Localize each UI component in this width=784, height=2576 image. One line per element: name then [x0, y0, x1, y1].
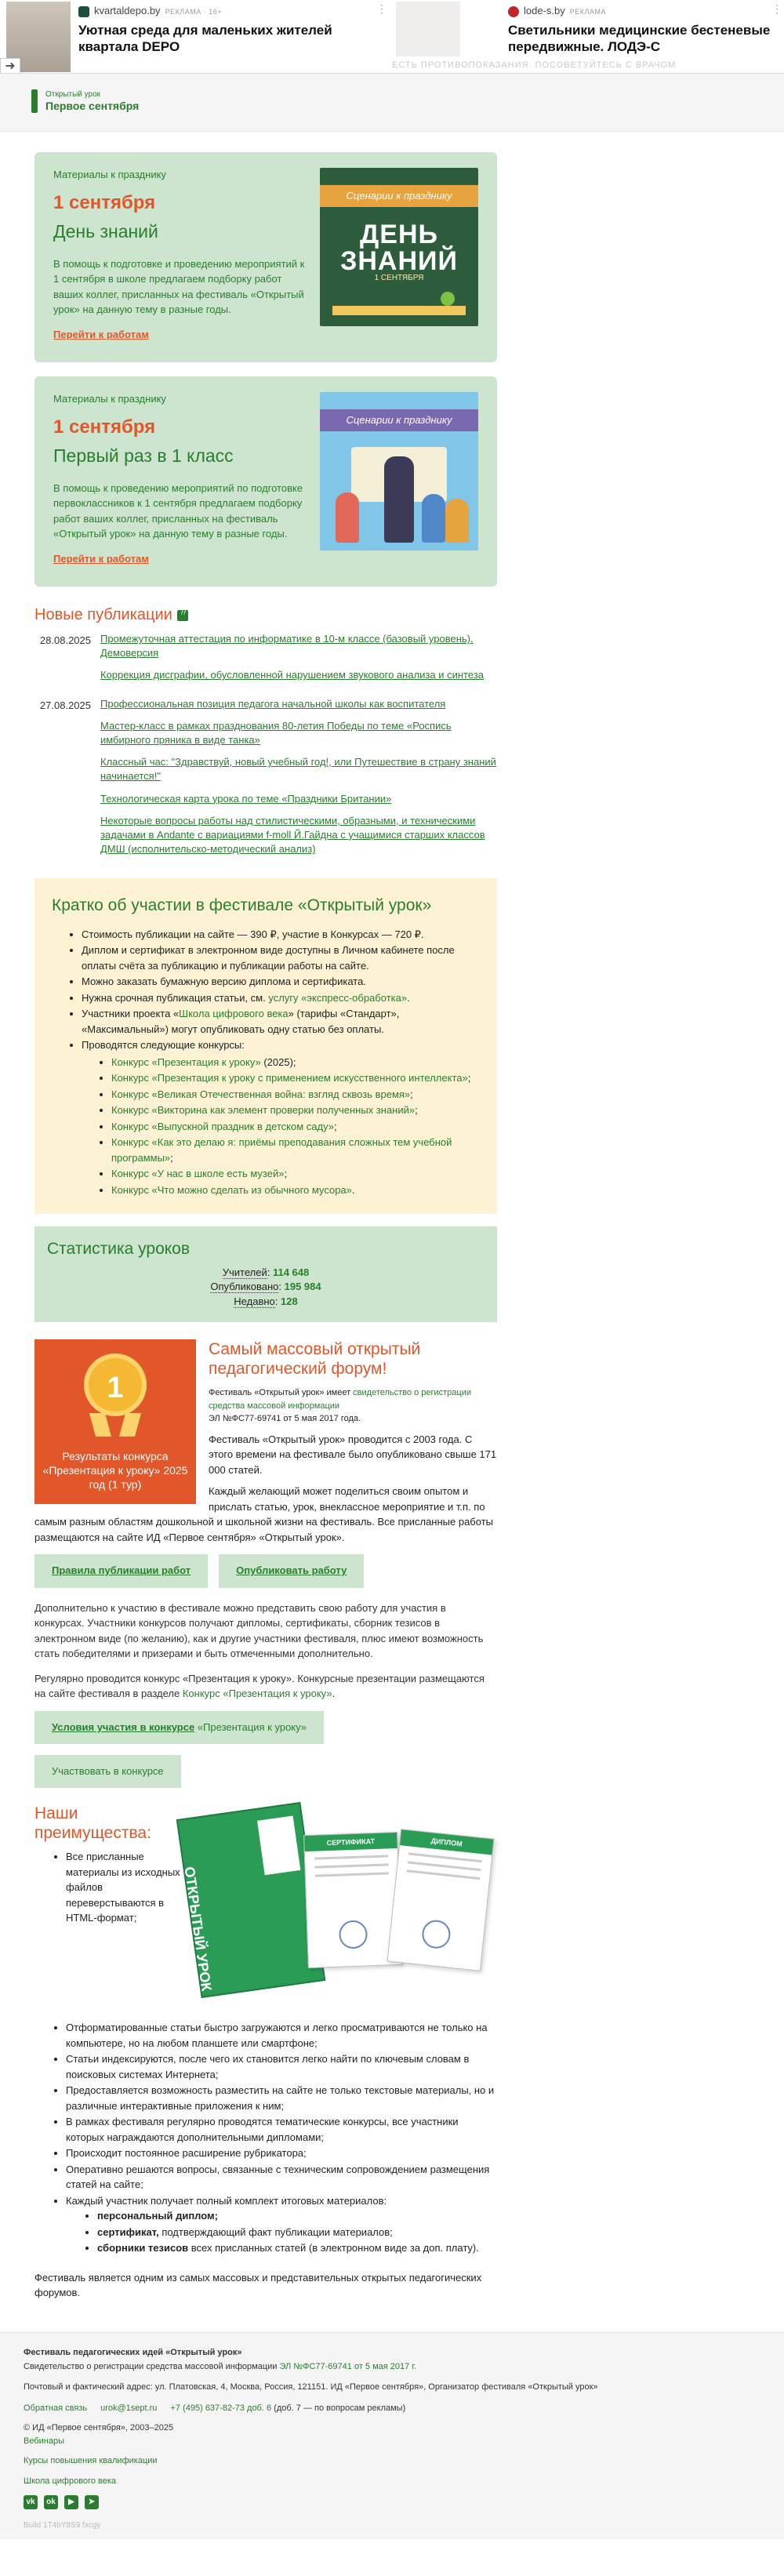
digital-school-footer-link[interactable]: Школа цифрового века	[24, 2476, 117, 2486]
ad-favicon	[78, 6, 89, 17]
image-heading: ДЕНЬ ЗНАНИЙ	[340, 220, 458, 276]
stat-teachers: Учителей: 114 648	[222, 1266, 310, 1278]
publication-link[interactable]: Мастер-класс в рамках празднования 80-летия Победы по теме «Роспись имбирного пряника в виде танка»	[100, 719, 452, 746]
advantage-item: • Оперативно решаются вопросы, связанные с техническим сопровождением размещения статей на сайте;	[66, 2162, 497, 2193]
ad-menu-icon[interactable]: ⋮	[376, 2, 387, 15]
publication-link[interactable]: Некоторые вопросы работы над стилистическими, образными, и техническими задачами в Andante c вариациями f-moll Й.Гайдна с учащимися старших классов ДМШ (исполнительско-методический анализ)	[100, 814, 485, 856]
ribbon-icon	[89, 1413, 111, 1437]
info-item: • Проводятся следующие конкурсы: • Конкурс «Презентация к уроку» (2025); • Конкурс «Презентация к уроку с применением искусственного интеллекта»; • Конкурс «Великая Отечественная война: взгляд сквозь время»; • Конкурс «Викторина как элемент проверки полученных знаний»; • Конкурс «Выпускной праздник в детском саду»; • Конкурс «Как это делаю я: приёмы преподавания сложных тем учебной программы»; • Конкурс «У нас в школе есть музей»; • Конкурс «Что можно сделать из обычного мусора».	[82, 1037, 480, 1197]
advantage-item: • Происходит постоянное расширение рубрикатора;	[66, 2145, 497, 2161]
contest-link[interactable]: Конкурс «Великая Отечественная война: взгляд сквозь время»	[111, 1088, 411, 1100]
webinars-link[interactable]: Вебинары	[24, 2436, 64, 2446]
site-header	[0, 74, 784, 132]
logo-caption: Открытый урок	[45, 90, 100, 99]
ad-menu-icon[interactable]: ⋮	[771, 2, 782, 15]
medal-number: 1	[107, 1372, 124, 1405]
thesis-book-icon: ОТКРЫТЫЙ УРОК	[176, 1802, 325, 1998]
publication-link[interactable]: Технологическая карта урока по теме «Праздники Британии»	[100, 792, 392, 805]
promo-card-first-grade	[34, 376, 497, 587]
promo-link[interactable]: Перейти к работам	[53, 552, 149, 565]
advantage-item: • Каждый участник получает полный комплект итоговых материалов: • персональный диплом; • сертификат, подтверждающий факт публикации материалов; • сборники тезисов всех присланных статей (в электронном виде за доп. плату).	[66, 2193, 497, 2256]
certificate-icon: СЕРТИФИКАТ	[303, 1832, 402, 1968]
apple-icon	[441, 292, 455, 306]
advantage-item: • Статьи индексируются, после чего их становится легко найти по ключевым словам в поисковых системах Интернета;	[66, 2051, 497, 2082]
advantages-list-continued	[34, 2020, 497, 2256]
ad-bar	[0, 0, 784, 74]
forum-history-text: Фестиваль «Открытый урок» проводится с 2003 года. С этого времени на фестивале было опубликовано свыше 171 000 статей.	[209, 1433, 497, 1476]
footer-title: Фестиваль педагогических идей «Открытый урок»	[24, 2347, 242, 2357]
info-item: • Диплом и сертификат в электронном виде доступны в Личном кабинете после оплаты счёта за публикацию и публикации работы на сайте.	[82, 943, 480, 973]
info-item: • Стоимость публикации на сайте — 390 ₽, участие в Конкурсах — 720 ₽.	[82, 927, 480, 943]
publication-link[interactable]: Промежуточная аттестация по информатике в 10-м классе (базовый уровень). Демоверсия	[100, 633, 474, 659]
contest-item: • Конкурс «Викторина как элемент проверки полученных знаний»;	[111, 1103, 480, 1118]
contest-results-banner[interactable]	[34, 1339, 196, 1504]
ad-image[interactable]	[396, 2, 460, 56]
contest-item: • Конкурс «Как это делаю я: приёмы преподавания сложных тем учебной программы»;	[111, 1135, 480, 1165]
info-list	[52, 927, 480, 1198]
ad-title[interactable]: Уютная среда для маленьких жителей квартала DEPO	[78, 23, 332, 55]
contest-link[interactable]: Конкурс «Викторина как элемент проверки полученных знаний»	[111, 1104, 416, 1117]
advantages-heading: Наши преимущества:	[34, 1804, 151, 1843]
contest-item: • Конкурс «Великая Отечественная война: взгляд сквозь время»;	[111, 1087, 480, 1103]
info-item: • Можно заказать бумажную версию диплома и сертификата.	[82, 974, 480, 990]
main-content	[34, 152, 497, 2301]
telegram-icon[interactable]: ➤	[85, 2495, 99, 2509]
promo-image[interactable]	[320, 392, 478, 550]
publish-work-button[interactable]: Опубликовать работу	[219, 1554, 364, 1587]
publication-link[interactable]: Профессиональная позиция педагога начальной школы как воспитателя	[100, 697, 446, 710]
build-info: Build 1T4bY8S9 fxcgy	[24, 2520, 101, 2530]
publication-link[interactable]: Коррекция дисграфии, обусловленной нарушением звукового анализа и синтеза	[100, 669, 484, 681]
promo-date: 1 сентября	[53, 416, 156, 438]
digital-school-link[interactable]: Школа цифрового века	[179, 1008, 289, 1020]
info-item: • Нужна срочная публикация статьи, см. услугу «экспресс-обработка».	[82, 990, 480, 1006]
publication-group	[34, 632, 497, 691]
material-item: • персональный диплом;	[97, 2208, 497, 2224]
promo-link[interactable]: Перейти к работам	[53, 328, 149, 340]
footer-contacts	[24, 2402, 760, 2415]
lesson-stats	[34, 1226, 497, 1322]
materials-list	[66, 2208, 497, 2256]
contest-item: • Конкурс «Выпускной праздник в детском саду»;	[111, 1119, 480, 1135]
footer-registration-link[interactable]: ЭЛ №ФС77-69741 от 5 мая 2017 г.	[279, 2361, 417, 2371]
forum-invite-text: Каждый желающий может поделиться своим опытом и прислать статью, урок, внеклассное мероприятие и т.п. по самым разным областям дошкольной и школьной жизни на фестиваль. Все присланные работы размещаются на сайте ИД «Первое сентября» «Открытый урок».	[34, 1485, 493, 1543]
ad-favicon	[508, 6, 519, 17]
footer-copyright: © ИД «Первое сентября», 2003–2025	[24, 2423, 174, 2433]
contest-link[interactable]: Конкурс «Как это делаю я: приёмы преподавания сложных тем учебной программы»	[111, 1136, 452, 1164]
publication-group	[34, 697, 497, 865]
ad-domain[interactable]: kvartaldepo.by РЕКЛАМА · 16+	[94, 5, 222, 16]
logo-title: Первое сентября	[45, 100, 140, 112]
site-footer	[0, 2332, 784, 2539]
advantages-section	[34, 1804, 497, 2009]
registration-link[interactable]: свидетельство о регистрации средства массовой информации	[209, 1388, 472, 1411]
publication-date: 27.08.2025	[39, 699, 91, 711]
publication-rules-button[interactable]: Правила публикации работ	[34, 1554, 208, 1587]
contest-link[interactable]: Конкурс «Презентация к уроку с применением искусственного интеллекта»	[111, 1072, 468, 1085]
rss-icon[interactable]	[177, 610, 188, 621]
new-publications-heading: Новые публикации〃	[34, 604, 497, 626]
phone-link[interactable]: +7 (495) 637-82-73 доб. 6	[170, 2403, 272, 2413]
publish-buttons	[34, 1554, 497, 1587]
social-links	[24, 2495, 760, 2509]
youtube-icon[interactable]: ▶	[64, 2495, 78, 2509]
contest-item: • Конкурс «Презентация к уроку» (2025);	[111, 1055, 480, 1070]
back-arrow-icon[interactable]: ➜	[0, 58, 20, 74]
info-item: • Участники проекта «Школа цифрового века» (тарифы «Стандарт», «Максимальный») могут опубликовать одну статью без оплаты.	[82, 1006, 480, 1037]
publication-link[interactable]: Классный час: "Здравствуй, новый учебный год!, или Путешествие в страну знаний начинается!"	[100, 756, 496, 783]
contest-link[interactable]: Конкурс «Презентация к уроку»	[111, 1055, 261, 1068]
stat-recent: Недавно: 128	[234, 1295, 298, 1308]
ad-title[interactable]: Светильники медицинские бестеневые передвижные. ЛОДЭ-С	[508, 23, 771, 55]
vk-icon[interactable]: vk	[24, 2495, 38, 2509]
info-heading: Кратко об участии в фестивале «Открытый урок»	[52, 896, 432, 915]
presentation-contest-text: Регулярно проводится конкурс «Презентация к уроку». Конкурсные презентации размещаются на сайте фестиваля в разделе Конкурс «Презентация к уроку».	[34, 1672, 485, 1700]
child-figure-icon	[336, 492, 359, 543]
forum-section	[34, 1339, 497, 1551]
contest-link[interactable]: Конкурс «Что можно сделать из обычного мусора»	[111, 1183, 352, 1196]
advantage-item: • Предоставляется возможность разместить на сайте не только текстовые материалы, но и различные интерактивные приложения к ним;	[66, 2083, 497, 2113]
email-link[interactable]: urok@1sept.ru	[100, 2403, 158, 2413]
promo-title: Первый раз в 1 класс	[53, 445, 234, 466]
festival-note: Фестиваль является одним из самых массовых и представительных открытых педагогических форумов.	[34, 2271, 482, 2298]
publication-date: 28.08.2025	[39, 634, 91, 646]
ruler-icon	[332, 306, 466, 315]
image-ribbon: Сценарии к празднику	[320, 409, 478, 431]
forum-heading: Самый массовый открытый педагогический форум!	[209, 1340, 421, 1379]
promo-subtitle: Материалы к празднику	[53, 393, 166, 405]
registration-text: Фестиваль «Открытый урок» имеет свидетельство о регистрации средства массовой информации ЭЛ №ФС77-69741 от 5 мая 2017 года.	[209, 1388, 472, 1424]
ribbon-icon	[119, 1413, 141, 1437]
image-caption: 1 СЕНТЯБРЯ	[374, 274, 424, 282]
child-figure-icon	[445, 499, 469, 543]
contest-link[interactable]: Конкурс «Выпускной праздник в детском саду»	[111, 1120, 334, 1132]
material-item: • сборники тезисов всех присланных статей (в электронном виде за доп. плату).	[97, 2240, 497, 2256]
promo-title: День знаний	[53, 220, 158, 242]
promo-description: В помощь к подготовке и проведению мероприятий к 1 сентября в школе предлагаем подборку работ ваших коллег, присланных на фестиваль «Открытый урок» на данную тему в разные годы.	[53, 257, 305, 316]
promo-card-knowledge-day	[34, 152, 497, 362]
stat-published: Опубликовано: 195 984	[210, 1281, 321, 1293]
child-figure-icon	[422, 494, 445, 543]
contest-link[interactable]: Конкурс «У нас в школе есть музей»	[111, 1168, 285, 1180]
publications-list	[34, 632, 497, 864]
material-item: • сертификат, подтверждающий факт публикации материалов;	[97, 2225, 497, 2240]
logo-mark-icon	[31, 89, 38, 113]
participation-info-box	[34, 878, 497, 1214]
contest-list	[82, 1055, 480, 1198]
footer-address: Почтовый и фактический адрес: ул. Платовская, 4, Москва, Россия, 121151. ИД «Первое сентября», Организатор фестиваля «Открытый урок»	[24, 2382, 598, 2393]
phone-note: (доб. 7 — по вопросам рекламы)	[274, 2403, 406, 2413]
contest-info-text: Дополнительно к участию в фестивале можно представить свою работу для участия в конкурсах. Участники конкурсов получают дипломы, сертификаты, сборник тезисов в электронном виде (по желанию), как и другие участники фестиваля, плюс имеют возможность стать победителями и призерами и быть отмеченными дополнительно.	[34, 1601, 484, 1660]
footer-links	[24, 2435, 760, 2489]
presentation-contest-link[interactable]: Конкурс «Презентация к уроку»	[182, 1688, 332, 1700]
promo-description: В помощь к проведению мероприятий по подготовке первоклассников к 1 сентября предлагаем подборку работ ваших коллег, присланных на фестиваль «Открытый урок» на данную тему в разные годы.	[53, 481, 303, 540]
awards-illustration	[181, 1810, 502, 2009]
courses-link[interactable]: Курсы повышения квалификации	[24, 2456, 158, 2466]
advantages-list	[34, 1849, 191, 1926]
teacher-figure-icon	[384, 456, 414, 543]
promo-date: 1 сентября	[53, 192, 156, 214]
ad-banner-1[interactable]	[0, 0, 392, 74]
diploma-icon: ДИПЛОМ	[387, 1829, 494, 1971]
promo-subtitle: Материалы к празднику	[53, 169, 166, 180]
ad-domain[interactable]: lode-s.by РЕКЛАМА	[524, 5, 606, 16]
contest-item: • Конкурс «Что можно сделать из обычного мусора».	[111, 1183, 480, 1198]
contest-conditions-button[interactable]: Условия участия в конкурсе «Презентация к уроку»	[34, 1711, 324, 1744]
feedback-link[interactable]: Обратная связь	[24, 2403, 88, 2413]
advantage-item: • Все присланные материалы из исходных файлов переверстываются в HTML-формат;	[66, 1849, 191, 1926]
image-ribbon: Сценарии к празднику	[320, 185, 478, 207]
contest-item: • Конкурс «Презентация к уроку с применением искусственного интеллекта»;	[111, 1070, 480, 1086]
contest-item: • Конкурс «У нас в школе есть музей»;	[111, 1166, 480, 1182]
ok-icon[interactable]: ok	[44, 2495, 58, 2509]
stats-heading: Статистика уроков	[47, 1240, 191, 1259]
footer-registration: Свидетельство о регистрации средства массовой информации ЭЛ №ФС77-69741 от 5 мая 2017 г.	[24, 2361, 417, 2371]
banner-caption: Результаты конкурса «Презентация к уроку» 2025 год (1 тур)	[42, 1450, 188, 1491]
advantage-item: • Отформатированные статьи быстро загружаются и легко просматриваются не только на компьютере, но на любом планшете или смартфоне;	[66, 2020, 497, 2051]
express-service-link[interactable]: услугу «экспресс-обработка»	[268, 991, 408, 1004]
ad-warning: ЕСТЬ ПРОТИВОПОКАЗАНИЯ. ПОСОВЕТУЙТЕСЬ С ВРАЧОМ	[392, 60, 677, 70]
advantage-item: • В рамках фестиваля регулярно проводятся тематические конкурсы, все участники которых награждаются дополнительными дипломами;	[66, 2114, 497, 2145]
participate-contest-button[interactable]: Участвовать в конкурсе	[34, 1755, 181, 1788]
promo-image[interactable]	[320, 168, 478, 326]
